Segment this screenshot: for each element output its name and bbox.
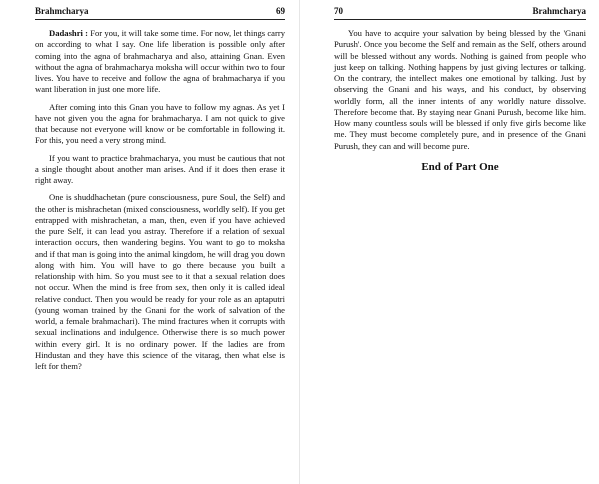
paragraph: If you want to practice brahmacharya, you must be cautious that not a single thought about another man arises. And if it does then erase it right away. [35,152,285,185]
paragraph: You have to acquire your salvation by being blessed by the 'Gnani Purush'. Once you become the Self and remain as the Self, others around will be blessed without any words. Nothing is gained from people who just keep on talking. Nothing happens by just giving lectures or talking. On the contrary, the intellect makes one emotional by talking. Just by observing the Gnani and his ways, and his conduct, by observing worldly form, all the inner intents of any worldly nature dissolve. Therefore become that. By staying near Gnani Purush, become like him. How many countless souls will be blessed if only five girls become like me. They must become completely pure, and in presence of the Gnani Purush, they can and will become pure. [334,28,586,151]
left-page-number: 69 [276,6,285,16]
paragraph-text: For you, it will take some time. For now, let things carry on according to what I say. One life liberation is possible only after coming into the agna of brahmacharya and also, attaining Gnan. Even without the agna of brahmacharya moksha will occur within two to four lives. You have to receive and follow the agna of brahmacharya if you want liberation in just one more life. [35,28,286,95]
speaker-label: Dadashri : [49,28,88,38]
left-header-title: Brahmcharya [35,6,89,16]
right-page-body [334,28,586,173]
paragraph: After coming into this Gnan you have to follow my agnas. As yet I have not given you the agna for brahmacharya. I am not quick to give that because not everyone will know or be comfortable in following it. For this, you need a very strong mind. [35,101,285,146]
left-page-body [35,28,285,378]
left-page-header [35,5,285,17]
paragraph: One is shuddhachetan (pure consciousness, pure Soul, the Self) and the other is mishrachetan (mixed consciousness, worldly self). If you get entrapped with mishrachetan, a man, then, even if you have achieved the pure Self, it can lead you astray. Therefore if a relation of sexual interaction occurs, then wandering begins. You want to go to moksha and if that man is going into the animal kingdom, he will drag you down along with him. You will have to go there because you built a relationship with him. So you must see to it that a sexual relation does not occur. When the mind is free from sex, then only it is called ideal relative conduct. Then you would be ready for your role as an aptaputri (young woman trained by the Gnani for the work of salvation of the world, a female brahmachari). The mind fractures when it corrupts with sexual inclinations and indulgence. Otherwise there is so much power within every girl. It is no ordinary power. If the ladies are from Hindustan and they have this science of the vitarag, then what else is left for them? [35,192,285,371]
left-header-rule [35,19,285,20]
end-of-part-heading: End of Part One [421,160,499,173]
right-page-header [334,5,586,17]
right-page [300,0,599,484]
paragraph [35,28,285,96]
right-header-rule [334,19,586,20]
right-header-title: Brahmcharya [532,6,586,16]
right-page-number: 70 [334,6,343,16]
